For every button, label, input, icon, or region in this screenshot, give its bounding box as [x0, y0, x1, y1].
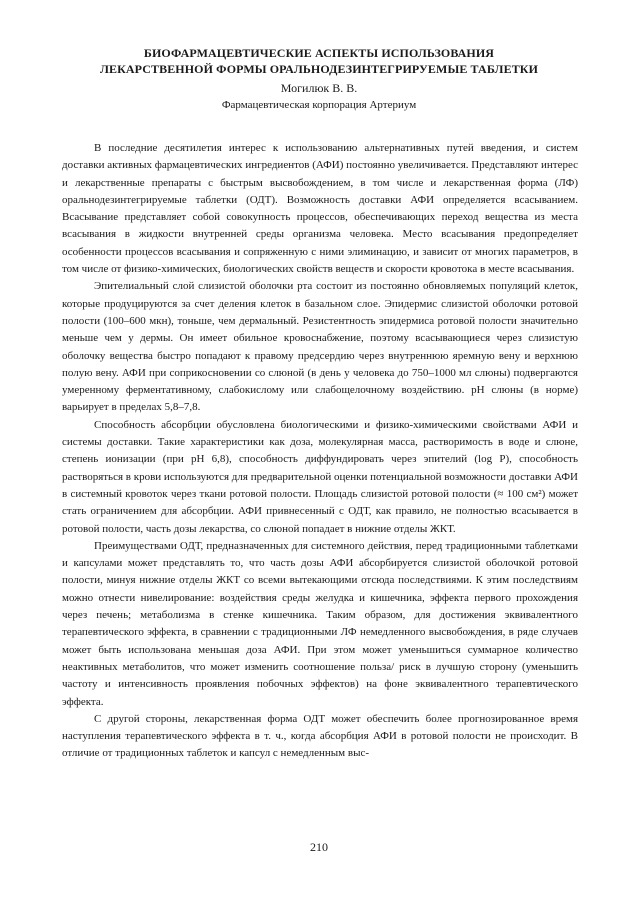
paragraph: Способность абсорбции обусловлена биологическими и физико-химическими свойствами АФИ и системы доставки. Такие характеристики как доза, молекулярная масса, растворимость в воде и слюне, степень ионизации (при pH 6,8), способность диффундировать через эпителий (log P), способность растворяться в крови используются для предварительной оценки потенциальной возможности доставки АФИ в системный кровоток через ткани ротовой полости. Площадь слизистой ротовой полости (≈ 100 см²) может стать ограничением для абсорбции. АФИ привнесенный с ОДТ, как правило, не полностью всасывается в ротовой полости, часть дозы лекарства, со слюной попадает в нижние отделы ЖКТ. [62, 418, 578, 535]
title-line-1: БИОФАРМАЦЕВТИЧЕСКИЕ АСПЕКТЫ ИСПОЛЬЗОВАНИЯ [143, 46, 495, 60]
paragraph: В последние десятилетия интерес к использованию альтернативных путей введения, и систем доставки активных фармацевтических ингредиентов (АФИ) постоянно увеличивается. Представляют интерес и лекарственные препараты с быстрым высвобождением, в том числе и лекарственная форма (ЛФ) оральнодезинтегрируемые таблетки (ОДТ). Возможность доставки АФИ определяется всасыванием. Всасывание представляет собой совокупность процессов, обеспечивающих переход вещества из места всасывания в жидкости внутренней среды организма человека. Место всасывания предопределяет особенности процессов всасывания и сопряженную с ними элиминацию, и зависит от многих параметров, в том числе от физико-химических, биологических свойств веществ и скорости кровотока в месте всасывания. [62, 142, 578, 276]
page-number: 210 [310, 840, 328, 854]
paragraph: Эпителиальный слой слизистой оболочки рта состоит из постоянно обновляемых популяций клеток, которые продуцируются за счет деления клеток в базальном слое. Эпидермис слизистой оболочки ротовой полости (100–600 мкн), тоньше, чем дермальный. Резистентность эпидермиса ротовой полости значительно меньше чем у дермы. Он имеет обильное кровоснабжение, поэтому всасывающиеся через слизистую оболочку вещества быстро попадают к правому предсердию через внутреннюю яремную вену и верхнюю полую вену. АФИ при соприкосновении со слюной (в день у человека до 750–1000 мл слюны) подвергаются умеренному ферментативному, слабокислому или слабощелочному воздействию. pH слюны (в норме) варьирует в пределах 5,8–7,8. [62, 280, 578, 414]
paragraph: Преимуществами ОДТ, предназначенных для системного действия, перед традиционными таблетками и капсулами может представлять то, что часть дозы АФИ абсорбируется слизистой оболочкой ротовой полости, минуя нижние отделы ЖКТ со всеми вытекающими отсюда последствиями. К этим последствиям можно отнести нивелирование: воздействия среды желудка и кишечника, эффекта первого прохождения через печень; метаболизма в стенке кишечника. Таким образом, для достижения эквивалентного терапевтического эффекта, в сравнении с традиционными ЛФ немедленного высвобождения, в ряде случаев может быть использована меньшая доза АФИ. При этом может уменьшиться суммарное количество неактивных метаболитов, что может изменить соотношение польза/ риск в лучшую сторону (уменьшить частоту и интенсивность проявления побочных эффектов) на фоне эквивалентного терапевтического эффекта. [62, 539, 578, 708]
author-organization: Фармацевтическая корпорация Артериум [221, 99, 417, 111]
author-name: Могилюк В. В. [280, 81, 358, 95]
title-line-2: ЛЕКАРСТВЕННОЙ ФОРМЫ ОРАЛЬНОДЕЗИНТЕГРИРУЕМЫЕ ТАБЛЕТКИ [99, 62, 539, 76]
article-title [40, 45, 598, 77]
paragraph: С другой стороны, лекарственная форма ОДТ может обеспечить более прогнозированное время наступления терапевтического эффекта в т. ч., когда абсорбция АФИ в ротовой полости не происходит. В отличие от традиционных таблеток и капсул с немедленным выс- [62, 712, 578, 760]
article-body [62, 140, 578, 763]
